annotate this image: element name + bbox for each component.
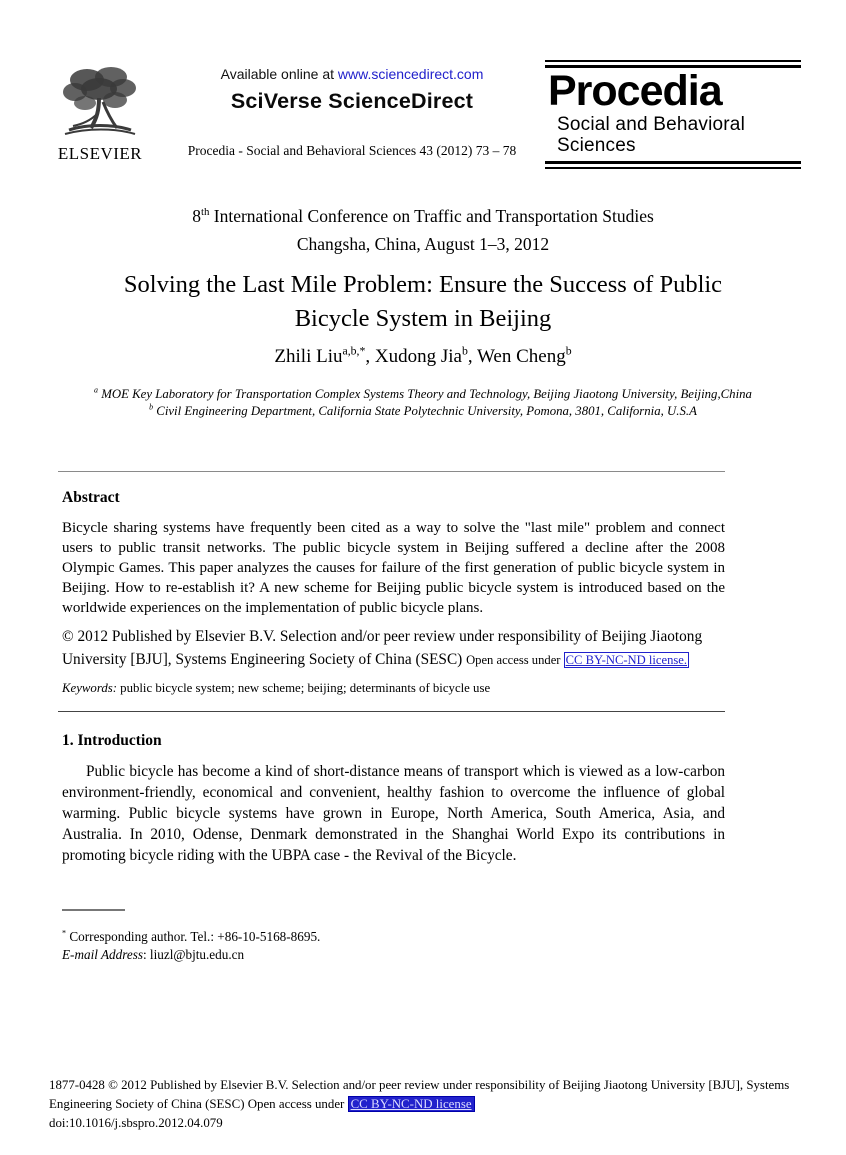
elsevier-logo <box>54 62 146 164</box>
footnote-email-line <box>62 946 462 964</box>
procedia-logo <box>545 60 801 169</box>
cc-license-link[interactable]: CC BY-NC-ND license. <box>565 652 688 667</box>
procedia-bottom-rule-thin <box>545 167 801 169</box>
keywords-text: public bicycle system; new scheme; beijing; determinants of bicycle use <box>116 681 491 695</box>
open-access-text: Open access under <box>466 652 564 667</box>
footer-line1: 1877-0428 © 2012 Published by Elsevier B.V. Selection and/or peer review under responsibility of Beijing Jiaotong University [BJU], Systems <box>49 1078 790 1092</box>
conference-line1 <box>0 202 846 230</box>
abstract-bottom-rule <box>58 711 725 712</box>
available-online-text: Available online at <box>220 66 338 82</box>
paper-title-line1: Solving the Last Mile Problem: Ensure the Success of Public <box>123 271 723 298</box>
elsevier-wordmark: ELSEVIER <box>57 144 143 163</box>
header-center <box>182 66 522 159</box>
keywords-line <box>62 681 725 696</box>
footer-cc-license-link[interactable]: CC BY-NC-ND license <box>348 1096 475 1112</box>
footnote-divider <box>62 909 125 911</box>
page-footer <box>49 1076 805 1133</box>
author-1: Zhili Liu$^{a,b,*}$, <box>274 344 375 367</box>
conference-ordinal: th <box>200 206 210 219</box>
available-online-line <box>182 66 522 82</box>
conference-heading <box>0 202 846 258</box>
copyright-text: © 2012 Published by Elsevier B.V. Selection and/or peer review under responsibility of Beijing Jiaotong University [BJU], Systems Engineering Society of China (SESC) <box>62 628 703 668</box>
author-list <box>0 346 846 368</box>
procedia-wordmark: Procedia <box>548 67 722 115</box>
paper-title-line2: Bicycle System in Beijing <box>294 305 552 332</box>
author-3: Wen Cheng$^b$ <box>477 344 572 367</box>
affiliation-a: $^a$ MOE Key Laboratory for Transportation Complex Systems Theory and Technology, Beijing Jiaotong University, Beijing,China <box>94 385 752 401</box>
paper-title <box>40 268 806 336</box>
footnote-marker: * <box>62 928 67 938</box>
affiliations <box>40 386 806 419</box>
author-2: Xudong Jia$^b$, <box>374 344 477 367</box>
procedia-subtitle: Social and Behavioral Sciences <box>557 114 745 156</box>
journal-citation-line: Procedia - Social and Behavioral Sciences 43 (2012) 73 – 78 <box>187 143 517 158</box>
sciverse-sciencedirect-logo: SciVerse ScienceDirect <box>230 89 474 113</box>
abstract-top-rule <box>58 471 725 472</box>
introduction-paragraph: Public bicycle has become a kind of short-distance means of transport which is viewed as a low-carbon environment-friendly, economical and convenient, healthy fashion to overcome the influence of global warming. Public bicycle systems have grown in Europe, North America, South America, Asia, and Australia. In 2010, Odense, Denmark demonstrated in the Shanghai World Expo its contributions in promoting bicycle riding with the UBPA case - the Revival of the Bicycle. <box>62 763 725 864</box>
conference-name: International Conference on Traffic and Transportation Studies <box>209 206 654 226</box>
copyright-statement <box>62 626 730 671</box>
footer-line2-text: Engineering Society of China (SESC) Open access under <box>49 1097 348 1111</box>
doi-line: doi:10.1016/j.sbspro.2012.04.079 <box>49 1116 223 1130</box>
introduction-heading: 1. Introduction <box>62 732 162 749</box>
sciencedirect-link[interactable]: www.sciencedirect.com <box>337 66 484 82</box>
email-address[interactable]: : liuzl@bjtu.edu.cn <box>142 946 245 962</box>
footnote <box>62 928 462 963</box>
email-label: E-mail Address <box>62 946 143 962</box>
keywords-label: Keywords: <box>62 681 117 695</box>
abstract-heading: Abstract <box>62 489 120 506</box>
abstract-body: Bicycle sharing systems have frequently been cited as a way to solve the "last mile" problem and connect users to public transit networks. The public bicycle system in Beijing suffered a decline after the 2008 Olympic Games. This paper analyzes the causes for failure of the first generation of public bicycle system in Beijing. How to re-establish it? A new scheme for Beijing public bicycle system is introduced based on the worldwide experiences on the implementation of public bicycle plans. <box>62 520 725 616</box>
conference-line2: Changsha, China, August 1–3, 2012 <box>296 234 550 254</box>
footer-line2 <box>49 1095 805 1114</box>
conference-number: 8 <box>192 206 201 226</box>
elsevier-tree-icon <box>54 62 146 142</box>
affiliation-b: $^b$ Civil Engineering Department, California State Polytechnic University, Pomona, 3801, California, U.S.A <box>149 402 697 418</box>
footnote-corresponding-author: * Corresponding author. Tel.: +86-10-5168-8695. <box>62 928 321 944</box>
